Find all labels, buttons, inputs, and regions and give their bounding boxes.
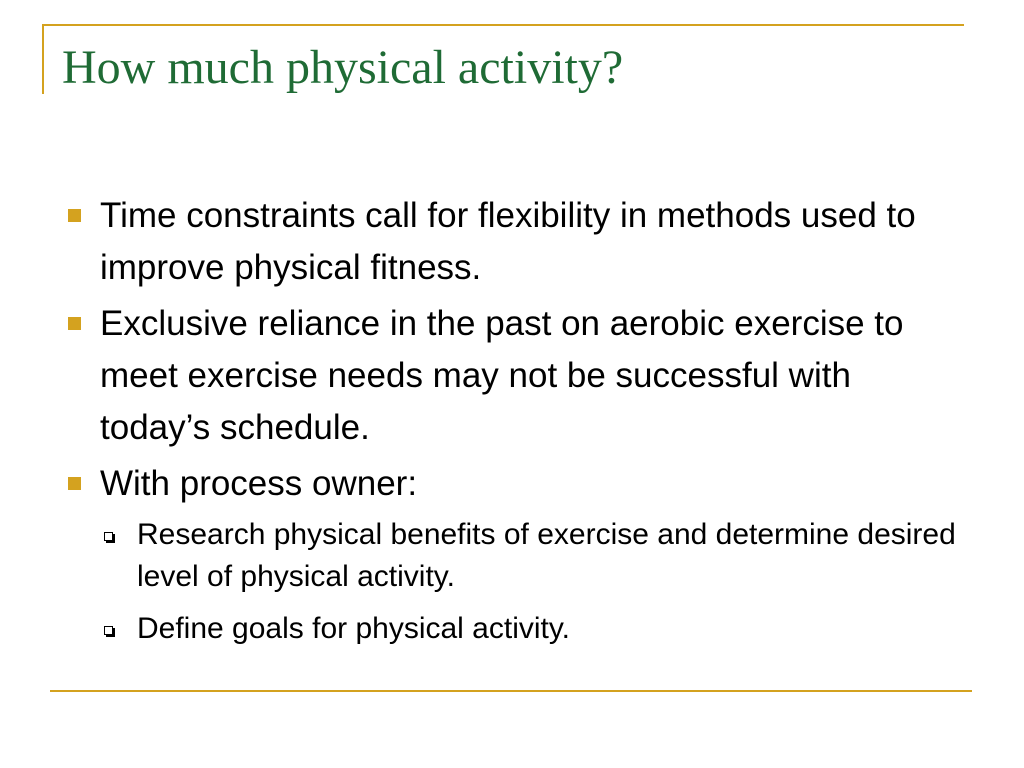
hollow-square-bullet-icon xyxy=(104,532,113,541)
sub-bullet-item xyxy=(62,608,962,650)
square-bullet-icon xyxy=(68,209,81,222)
top-rule xyxy=(42,24,964,26)
bullet-text: Exclusive reliance in the past on aerobic exercise to meet exercise needs may not be successful with today’s schedule. xyxy=(100,304,904,447)
square-bullet-icon xyxy=(68,317,81,330)
hollow-square-bullet-icon xyxy=(104,626,113,635)
sub-bullet-text: Define goals for physical activity. xyxy=(137,612,570,645)
left-rule xyxy=(42,24,44,94)
sub-bullet-text: Research physical benefits of exercise and determine desired level of physical activity. xyxy=(137,518,956,593)
slide-title: How much physical activity? xyxy=(62,41,624,94)
bullet-text: With process owner: xyxy=(100,464,418,503)
bullet-item xyxy=(62,298,962,454)
sub-bullet-item xyxy=(62,514,962,598)
bottom-rule xyxy=(50,690,972,692)
square-bullet-icon xyxy=(68,477,81,490)
bullet-item xyxy=(62,458,962,510)
slide-body xyxy=(62,190,962,660)
bullet-item xyxy=(62,190,962,294)
bullet-text: Time constraints call for flexibility in methods used to improve physical fitness. xyxy=(100,196,916,287)
